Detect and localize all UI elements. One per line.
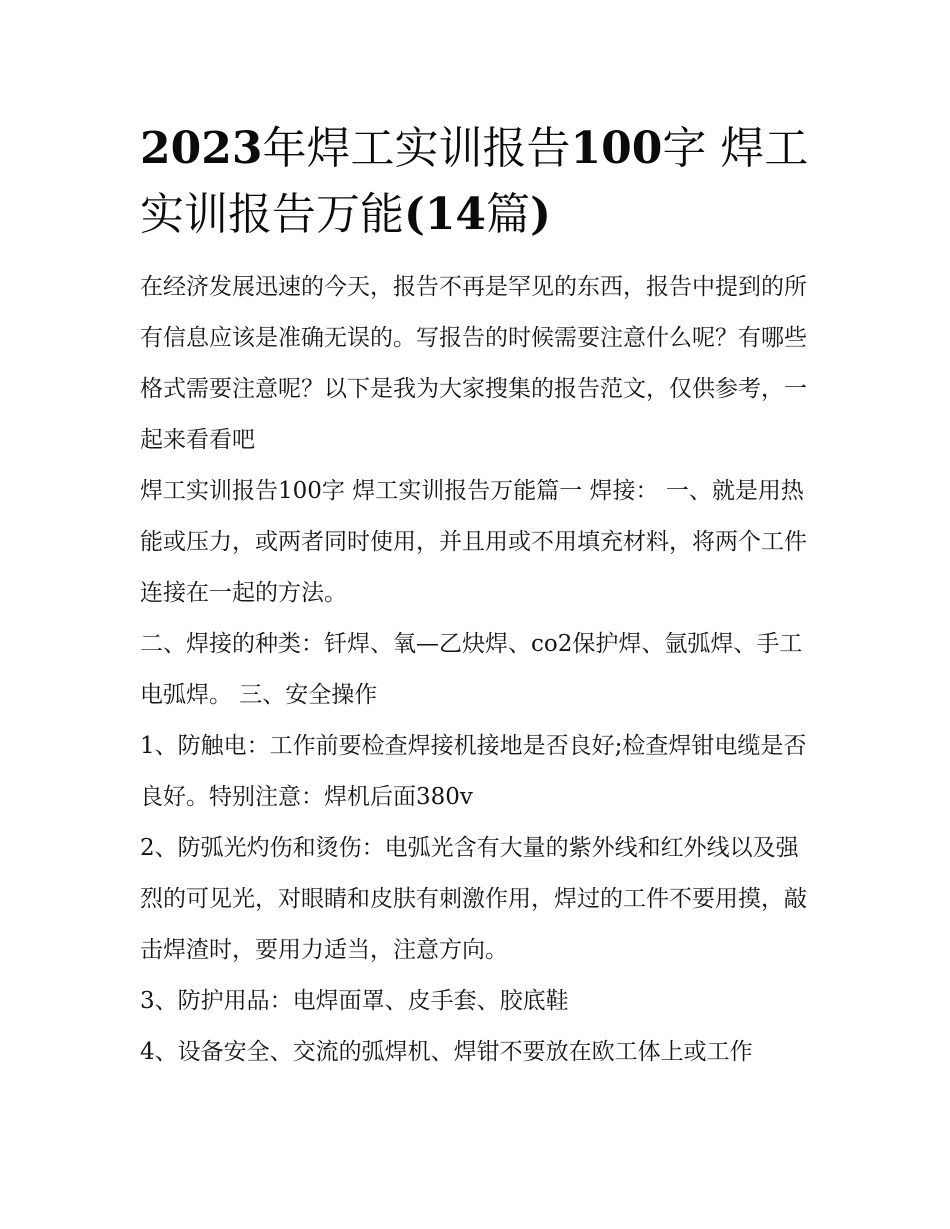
document-body bbox=[140, 116, 812, 1078]
paragraph-types: 二、焊接的种类：钎焊、氧—乙炔焊、co2保护焊、氩弧焊、手工电弧焊。 三、安全操作 bbox=[140, 631, 803, 708]
paragraph-safety-3: 3、防护用品：电焊面罩、皮手套、胶底鞋 bbox=[140, 988, 569, 1014]
title-number-run: (14 bbox=[404, 189, 487, 240]
paragraph-safety-4: 4、设备安全、交流的弧焊机、焊钳不要放在欧工体上或工作 bbox=[140, 1039, 753, 1065]
document-title: 2023年焊工实训报告100字 焊工实训报告万能(14篇) bbox=[140, 123, 809, 240]
paragraph-intro: 在经济发展迅速的今天，报告不再是罕见的东西，报告中提到的所有信息应该是准确无误的。写报告的时候需要注意什么呢？有哪些格式需要注意呢？以下是我为大家搜集的报告范文，仅供参考，一起来看看吧 bbox=[140, 274, 807, 453]
title-number-run: ) bbox=[530, 189, 551, 240]
title-number-run: 2023 bbox=[140, 123, 263, 174]
paragraph-safety-1: 1、防触电：工作前要检查焊接机接地是否良好;检查焊钳电缆是否良好。特别注意：焊机后面380v bbox=[140, 733, 807, 810]
paragraph-definition: 焊工实训报告100字 焊工实训报告万能篇一 焊接： 一、就是用热能或压力，或两者同时使用，并且用或不用填充材料，将两个工件连接在一起的方法。 bbox=[140, 478, 807, 606]
paragraph-safety-2: 2、防弧光灼伤和烫伤：电弧光含有大量的紫外线和红外线以及强烈的可见光，对眼睛和皮肤有刺激作用，焊过的工件不要用摸，敲击焊渣时，要用力适当，注意方向。 bbox=[140, 835, 807, 963]
title-number-run: 100 bbox=[570, 123, 663, 174]
